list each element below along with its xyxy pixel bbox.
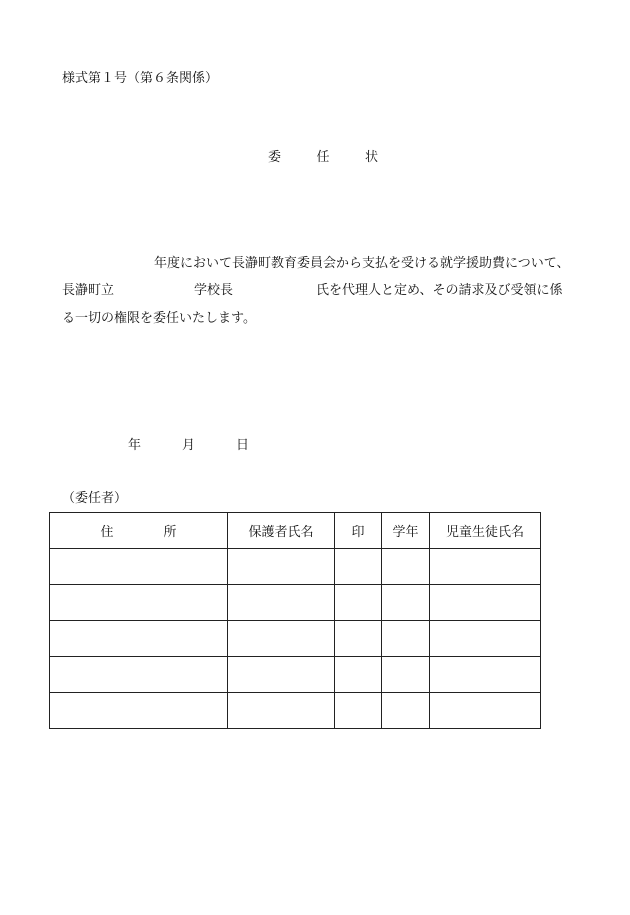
- grade-cell[interactable]: [382, 657, 430, 693]
- grade-cell[interactable]: [382, 621, 430, 657]
- date-day-label: 日: [236, 438, 250, 453]
- delegator-label: （委任者）: [62, 491, 128, 506]
- title-char: 委: [268, 150, 282, 165]
- seal-cell[interactable]: [335, 693, 382, 729]
- guardian-name-cell[interactable]: [228, 585, 335, 621]
- guardian-name-cell[interactable]: [228, 621, 335, 657]
- principal-label: 学校長: [194, 283, 234, 298]
- table-row: [50, 549, 541, 585]
- header-address-char: 所: [163, 525, 177, 540]
- table-row: [50, 621, 541, 657]
- table-row: [50, 657, 541, 693]
- table-row: [50, 693, 541, 729]
- guardian-name-cell[interactable]: [228, 549, 335, 585]
- document-title: [268, 150, 378, 166]
- student-name-cell[interactable]: [430, 693, 541, 729]
- student-name-cell[interactable]: [430, 621, 541, 657]
- date-year-label: 年: [128, 438, 142, 453]
- body-line-1: 年度において長瀞町教育委員会から支払を受ける就学援助費について、: [154, 256, 570, 271]
- seal-cell[interactable]: [335, 657, 382, 693]
- guardian-name-cell[interactable]: [228, 693, 335, 729]
- address-cell[interactable]: [50, 657, 228, 693]
- header-student-name: 児童生徒氏名: [430, 513, 541, 549]
- student-name-cell[interactable]: [430, 585, 541, 621]
- table-row: [50, 585, 541, 621]
- address-cell[interactable]: [50, 549, 228, 585]
- body-line-3: る一切の権限を委任いたします。: [62, 311, 256, 326]
- seal-cell[interactable]: [335, 549, 382, 585]
- header-guardian-name: 保護者氏名: [228, 513, 335, 549]
- grade-cell[interactable]: [382, 585, 430, 621]
- body-line-2: 氏を代理人と定め、その請求及び受領に係: [316, 283, 563, 298]
- address-cell[interactable]: [50, 585, 228, 621]
- title-char: 任: [316, 150, 330, 165]
- address-cell[interactable]: [50, 621, 228, 657]
- school-town-label: 長瀞町立: [62, 283, 115, 298]
- guardian-name-cell[interactable]: [228, 657, 335, 693]
- grade-cell[interactable]: [382, 549, 430, 585]
- date-month-label: 月: [182, 438, 196, 453]
- table-header-row: [50, 513, 541, 549]
- header-address: [50, 513, 228, 549]
- delegator-table: [49, 512, 541, 729]
- student-name-cell[interactable]: [430, 657, 541, 693]
- seal-cell[interactable]: [335, 621, 382, 657]
- title-char: 状: [364, 150, 378, 165]
- seal-cell[interactable]: [335, 585, 382, 621]
- header-grade: 学年: [382, 513, 430, 549]
- grade-cell[interactable]: [382, 693, 430, 729]
- header-address-char: 住: [100, 525, 114, 540]
- header-seal: 印: [335, 513, 382, 549]
- form-number: 様式第１号（第６条関係）: [62, 71, 219, 86]
- address-cell[interactable]: [50, 693, 228, 729]
- student-name-cell[interactable]: [430, 549, 541, 585]
